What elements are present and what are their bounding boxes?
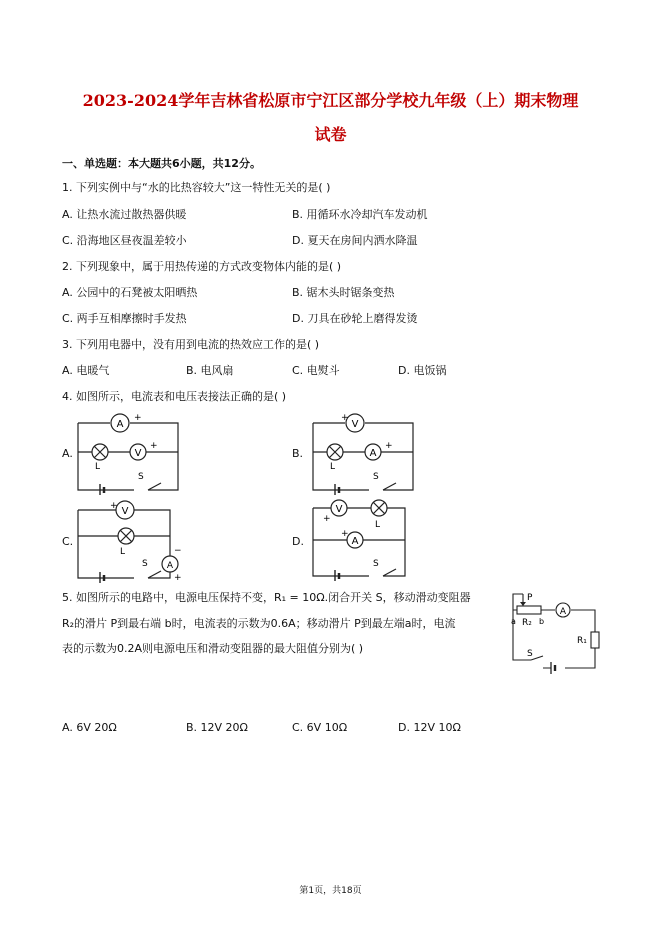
- question-5-stem-line2: R₂的滑片 P到最右端 b时，电流表的示数为0.6A；移动滑片 P到最左端a时，电流: [62, 617, 456, 630]
- q2-option-b: B. 锯木头时锯条变热: [292, 286, 395, 299]
- plus-sign: +: [134, 413, 142, 423]
- q3-option-d: D. 电饭锅: [398, 364, 447, 377]
- rheostat-icon: [517, 606, 541, 614]
- q4-option-a: A.: [62, 447, 73, 460]
- switch-icon: [383, 569, 396, 576]
- voltmeter-label: V: [134, 448, 142, 459]
- q4-option-d: D.: [292, 535, 304, 548]
- q3-option-b: B. 电风扇: [186, 364, 234, 377]
- q5-option-d: D. 12V 10Ω: [398, 721, 461, 734]
- plus-sign: +: [110, 501, 118, 511]
- q2-option-a: A. 公园中的石凳被太阳晒热: [62, 286, 198, 299]
- plus-sign: +: [385, 441, 393, 451]
- q2-option-c: C. 两手互相摩擦时手发热: [62, 312, 187, 325]
- lamp-label: L: [375, 520, 381, 530]
- question-5-stem-line1: 5. 如图所示的电路中，电源电压保持不变，R₁ = 10Ω.闭合开关 S，移动滑动变阻器: [62, 591, 471, 604]
- plus-sign: +: [341, 529, 349, 539]
- question-5-stem-line3: 表的示数为0.2A则电源电压和滑动变阻器的最大阻值分别为( ): [62, 642, 364, 655]
- switch-icon: [383, 483, 396, 490]
- minus-sign: −: [174, 546, 182, 556]
- exam-title-line2: 试卷: [314, 125, 347, 144]
- question-1-stem: 1. 下列实例中与“水的比热容较大”这一特性无关的是( ): [62, 181, 331, 194]
- q1-option-d: D. 夏天在房间内洒水降温: [292, 234, 418, 247]
- plus-sign: +: [323, 514, 331, 524]
- circuit-diagram-a: [70, 410, 185, 495]
- page-footer: 第1页，共18页: [299, 886, 362, 896]
- resistor-icon: [591, 632, 599, 648]
- r2-label: R₂: [522, 618, 532, 628]
- q3-option-a: A. 电暖气: [62, 364, 110, 377]
- circuit-diagram-d: [305, 496, 420, 581]
- lamp-label: L: [330, 462, 336, 472]
- lamp-label: L: [120, 547, 126, 557]
- slider-label: P: [527, 593, 533, 603]
- switch-icon: [148, 571, 161, 578]
- question-4-stem: 4. 如图所示，电流表和电压表接法正确的是( ): [62, 390, 287, 403]
- voltmeter-label: V: [351, 419, 359, 430]
- switch-label: S: [527, 649, 533, 659]
- section-heading: 一、单选题：本大题共6小题，共12分。: [62, 157, 261, 170]
- lamp-label: L: [95, 462, 101, 472]
- plus-sign: +: [150, 441, 158, 451]
- q1-option-c: C. 沿海地区昼夜温差较小: [62, 234, 187, 247]
- switch-label: S: [138, 472, 144, 482]
- q5-option-b: B. 12V 20Ω: [186, 721, 248, 734]
- question-3-stem: 3. 下列用电器中，没有用到电流的热效应工作的是( ): [62, 338, 320, 351]
- circuit-diagram-b: [305, 410, 420, 495]
- plus-sign: +: [174, 573, 182, 583]
- voltmeter-label: V: [121, 506, 129, 517]
- q5-option-c: C. 6V 10Ω: [292, 721, 348, 734]
- q5-option-a: A. 6V 20Ω: [62, 721, 117, 734]
- end-b-label: b: [539, 617, 545, 626]
- exam-title-line1: 2023-2024学年吉林省松原市宁江区部分学校九年级（上）期末物理: [82, 91, 579, 110]
- ammeter-label: A: [369, 448, 377, 459]
- q1-option-a: A. 让热水流过散热器供暖: [62, 208, 187, 221]
- switch-label: S: [373, 559, 379, 569]
- q4-option-c: C.: [62, 535, 74, 548]
- switch-label: S: [142, 559, 148, 569]
- r1-label: R₁: [577, 636, 587, 646]
- q2-option-d: D. 刀具在砂轮上磨得发烫: [292, 312, 418, 325]
- question-2-stem: 2. 下列现象中，属于用热传递的方式改变物体内能的是( ): [62, 260, 342, 273]
- circuit-diagram-c: [70, 498, 185, 583]
- switch-icon: [148, 483, 161, 490]
- circuit-diagram-q5: [505, 590, 605, 675]
- switch-icon: [531, 656, 543, 660]
- q1-option-b: B. 用循环水冷却汽车发动机: [292, 208, 428, 221]
- plus-sign: +: [341, 413, 349, 423]
- q3-option-c: C. 电熨斗: [292, 364, 340, 377]
- ammeter-label: A: [559, 607, 567, 617]
- voltmeter-label: V: [335, 504, 343, 515]
- q4-option-b: B.: [292, 447, 304, 460]
- end-a-label: a: [511, 617, 516, 626]
- switch-label: S: [373, 472, 379, 482]
- ammeter-label: A: [351, 536, 359, 547]
- ammeter-label: A: [166, 561, 174, 571]
- ammeter-label: A: [116, 419, 124, 430]
